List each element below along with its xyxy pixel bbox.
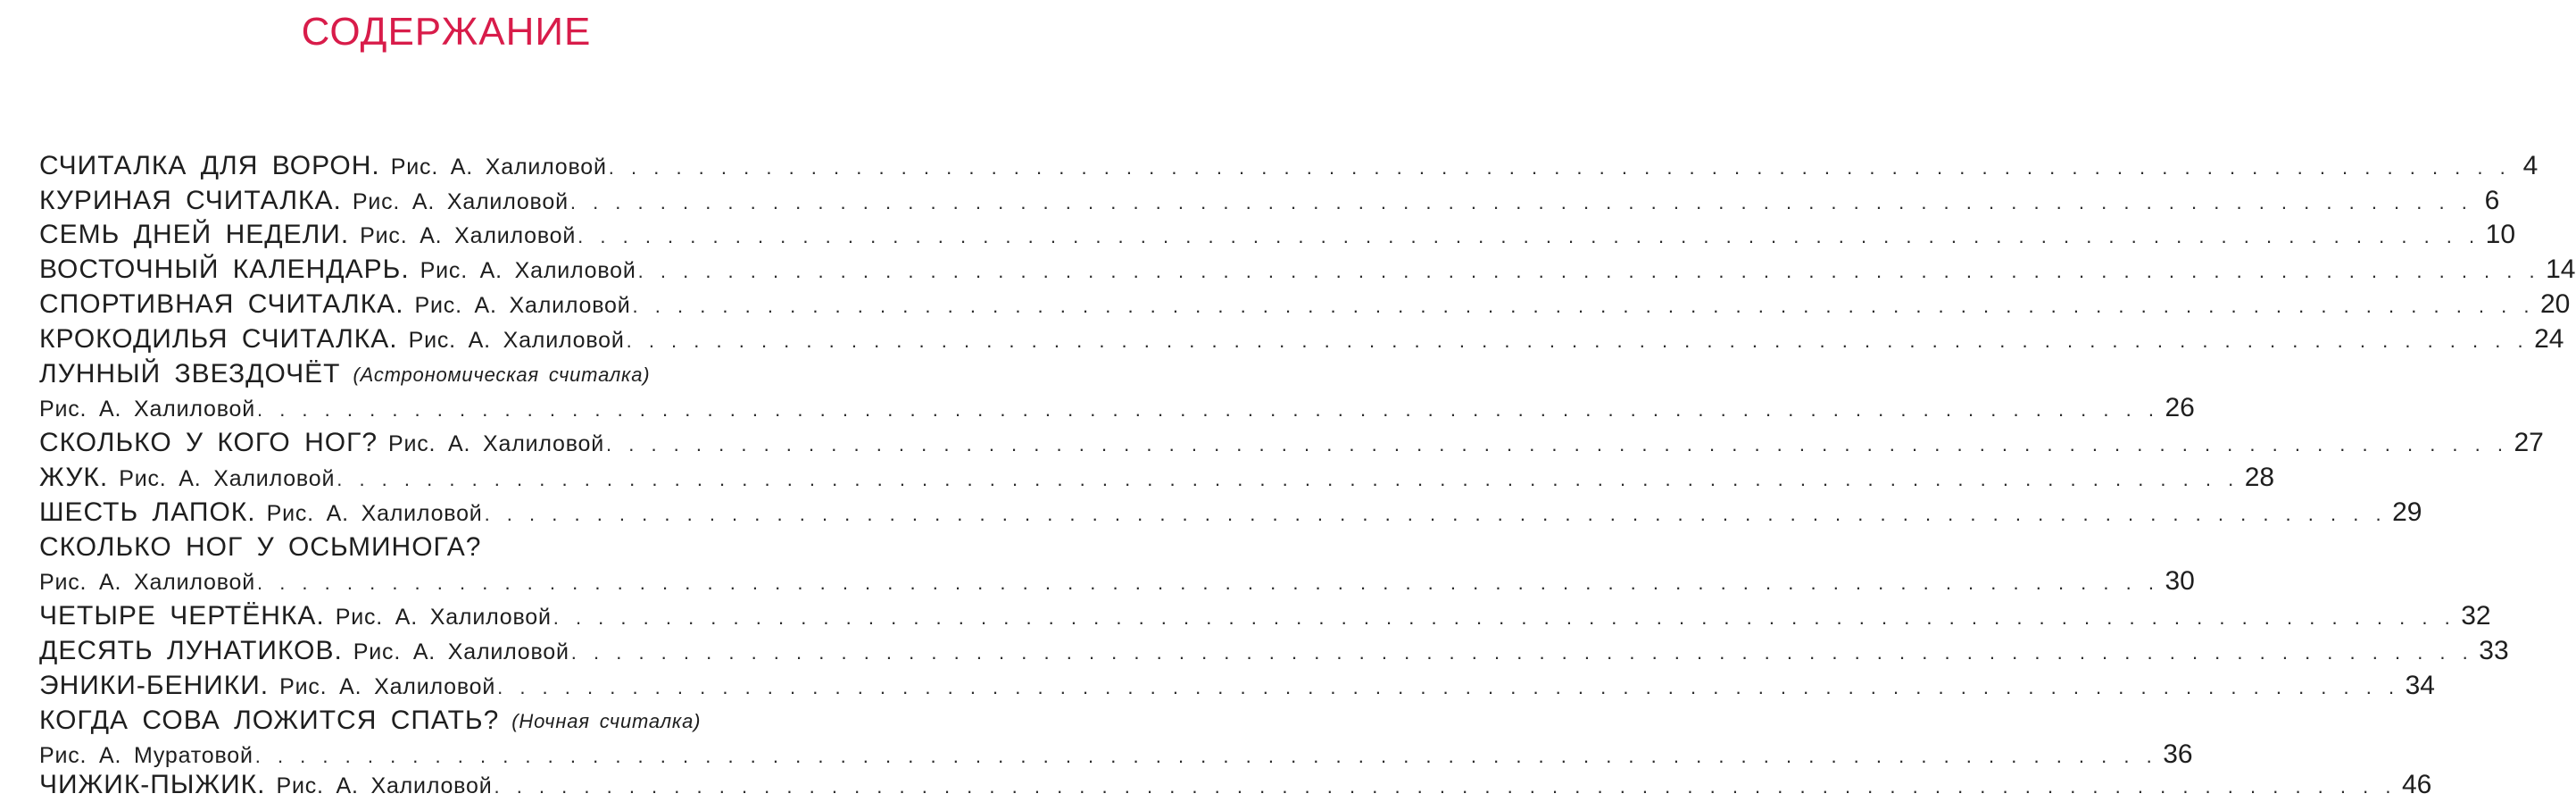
toc-entry[interactable] [39, 183, 2500, 218]
entry-credit: Рис. А. Халиловой [353, 639, 569, 664]
entry-title: КРОКОДИЛЬЯ СЧИТАЛКА. [39, 323, 398, 354]
entry-credit: Рис. А. Халиловой [388, 431, 604, 457]
page-number: 28 [2244, 462, 2275, 492]
page-number: 46 [2401, 770, 2432, 800]
entry-subtitle-note: (Ночная считалка) [511, 709, 702, 732]
toc-entry[interactable] [39, 322, 2564, 356]
entry-credit: Рис. А. Халиловой [276, 773, 493, 799]
dot-leader: . . . . . . . . . . . . . . . . . . . . . . . . . . . . . . . . . . . . . . . . . . . . . . . . . . . . . . . . . . . . . . . . . . . . . . . . . . . . . . . . . . . . . [497, 675, 2400, 698]
toc-entry-credit-line[interactable] [39, 738, 2193, 773]
entry-title: СЧИТАЛКА ДЛЯ ВОРОН. [39, 150, 380, 180]
dot-leader: . . . . . . . . . . . . . . . . . . . . . . . . . . . . . . . . . . . . . . . . . . . . . . . . . . . . . . . . . . . . . . . . . . . . . . . . . . . . . . . . . . . . . [578, 225, 2480, 248]
entry-title: СЕМЬ ДНЕЙ НЕДЕЛИ. [39, 220, 350, 250]
entry-credit: Рис. А. Халиловой [119, 465, 336, 491]
page-number: 36 [2163, 739, 2193, 770]
toc-entry[interactable] [39, 598, 2491, 633]
dot-leader: . . . . . . . . . . . . . . . . . . . . . . . . . . . . . . . . . . . . . . . . . . . . . . . . . . . . . . . . . . . . . . . . . . . . . . . . . . . . . . . . . . . . . [570, 640, 2474, 664]
dot-leader: . . . . . . . . . . . . . . . . . . . . . . . . . . . . . . . . . . . . . . . . . . . . . . . . . . . . . . . . . . . . . . . . . . . . . . . . . . . . . . . . . . . . . [608, 155, 2512, 179]
page-number: 20 [2540, 288, 2571, 319]
dot-leader: . . . . . . . . . . . . . . . . . . . . . . . . . . . . . . . . . . . . . . . . . . . . . . . . . . . . . . . . . . . . . . . . . . . . . . . . . . . . . . . . . . . . . [484, 502, 2388, 525]
entry-credit: Рис. А. Халиловой [360, 223, 577, 249]
page-number: 29 [2392, 497, 2422, 527]
page-number: 32 [2461, 601, 2491, 631]
entry-credit: Рис. А. Муратовой [39, 743, 253, 769]
page-number: 30 [2165, 566, 2195, 597]
page-number: 4 [2522, 150, 2539, 180]
dot-leader: . . . . . . . . . . . . . . . . . . . . . . . . . . . . . . . . . . . . . . . . . . . . . . . . . . . . . . . . . . . . . . . . . . . . . . . . . . . . . . . . . . . . . [553, 606, 2456, 630]
dot-leader: . . . . . . . . . . . . . . . . . . . . . . . . . . . . . . . . . . . . . . . . . . . . . . . . . . . . . . . . . . . . . . . . . . . . . . . . . . . . . . . . . . . . . [254, 745, 2158, 768]
dot-leader: . . . . . . . . . . . . . . . . . . . . . . . . . . . . . . . . . . . . . . . . . . . . . . . . . . . . . . . . . . . . . . . . . . . . . . . . . . . . . . . . . . . . . [626, 329, 2530, 352]
entry-credit: Рис. А. Халиловой [279, 673, 496, 699]
entry-subtitle-note: (Астрономическая считалка) [353, 363, 651, 386]
toc-entry-title-line[interactable] [39, 703, 875, 738]
entry-title: ЛУННЫЙ ЗВЕЗДОЧЁТ [39, 358, 341, 388]
entry-credit: Рис. А. Халиловой [420, 258, 636, 284]
entry-title: ЭНИКИ-БЕНИКИ. [39, 670, 270, 700]
dot-leader: . . . . . . . . . . . . . . . . . . . . . . . . . . . . . . . . . . . . . . . . . . . . . . . . . . . . . . . . . . . . . . . . . . . . . . . . . . . . . . . . . . . . . [606, 433, 2509, 456]
toc-entry[interactable] [39, 668, 2435, 703]
page-number: 27 [2514, 428, 2544, 458]
toc-entry-title-line[interactable] [39, 530, 875, 564]
entry-title: КУРИНАЯ СЧИТАЛКА. [39, 185, 342, 215]
dot-leader: . . . . . . . . . . . . . . . . . . . . . . . . . . . . . . . . . . . . . . . . . . . . . . . . . . . . . . . . . . . . . . . . . . . . . . . . . . . . . . . . . . . . . [637, 260, 2541, 283]
entry-credit: Рис. А. Халиловой [335, 605, 552, 631]
dot-leader: . . . . . . . . . . . . . . . . . . . . . . . . . . . . . . . . . . . . . . . . . . . . . . . . . . . . . . . . . . . . . . . . . . . . . . . . . . . . . . . . . . . . . [494, 775, 2397, 798]
entry-title: СКОЛЬКО У КОГО НОГ? [39, 428, 378, 458]
toc-entry[interactable] [39, 287, 2571, 322]
toc-entry[interactable] [39, 148, 2539, 183]
entry-title: ДЕСЯТЬ ЛУНАТИКОВ. [39, 635, 343, 665]
toc-entry[interactable] [39, 495, 2422, 530]
toc-entry[interactable] [39, 460, 2275, 495]
dot-leader: . . . . . . . . . . . . . . . . . . . . . . . . . . . . . . . . . . . . . . . . . . . . . . . . . . . . . . . . . . . . . . . . . . . . . . . . . . . . . . . . . . . . . [256, 398, 2160, 422]
entry-title: КОГДА СОВА ЛОЖИТСЯ СПАТЬ? [39, 705, 500, 735]
page-number: 24 [2534, 323, 2564, 354]
entry-credit: Рис. А. Халиловой [39, 397, 255, 422]
toc-entry[interactable] [39, 218, 2516, 253]
entry-credit: Рис. А. Халиловой [39, 570, 255, 596]
page-number: 26 [2165, 393, 2195, 423]
page-number: 14 [2546, 255, 2576, 285]
page-number: 10 [2485, 220, 2516, 250]
toc-entry[interactable] [39, 425, 2544, 460]
toc-entry[interactable] [39, 633, 2509, 668]
entry-title: ШЕСТЬ ЛАПОК. [39, 497, 256, 527]
entry-credit: Рис. А. Халиловой [414, 292, 631, 318]
entry-title: ЧЕТЫРЕ ЧЕРТЁНКА. [39, 601, 325, 631]
entry-credit: Рис. А. Халиловой [408, 327, 625, 353]
dot-leader: . . . . . . . . . . . . . . . . . . . . . . . . . . . . . . . . . . . . . . . . . . . . . . . . . . . . . . . . . . . . . . . . . . . . . . . . . . . . . . . . . . . . . [337, 467, 2239, 490]
toc-entry-credit-line[interactable] [39, 564, 2195, 599]
entry-title: СПОРТИВНАЯ СЧИТАЛКА. [39, 288, 404, 319]
toc-entry[interactable] [39, 252, 2576, 287]
entry-credit: Рис. А. Халиловой [352, 188, 569, 214]
table-of-contents [39, 148, 2576, 802]
entry-credit: Рис. А. Халиловой [390, 154, 607, 180]
toc-entry[interactable] [39, 770, 2432, 802]
page-number: 33 [2479, 635, 2509, 665]
entry-title: ВОСТОЧНЫЙ КАЛЕНДАРЬ. [39, 255, 410, 285]
dot-leader: . . . . . . . . . . . . . . . . . . . . . . . . . . . . . . . . . . . . . . . . . . . . . . . . . . . . . . . . . . . . . . . . . . . . . . . . . . . . . . . . . . . . . [632, 294, 2535, 317]
page-title: СОДЕРЖАНИЕ [301, 10, 592, 54]
entry-title: ЧИЖИК-ПЫЖИК. [39, 770, 266, 800]
dot-leader: . . . . . . . . . . . . . . . . . . . . . . . . . . . . . . . . . . . . . . . . . . . . . . . . . . . . . . . . . . . . . . . . . . . . . . . . . . . . . . . . . . . . . [256, 572, 2160, 595]
entry-title: ЖУК. [39, 462, 109, 492]
toc-entry-title-line[interactable] [39, 356, 875, 391]
page-number: 6 [2484, 185, 2500, 215]
toc-entry-credit-line[interactable] [39, 391, 2195, 426]
dot-leader: . . . . . . . . . . . . . . . . . . . . . . . . . . . . . . . . . . . . . . . . . . . . . . . . . . . . . . . . . . . . . . . . . . . . . . . . . . . . . . . . . . . . . [569, 190, 2473, 213]
entry-title: СКОЛЬКО НОГ У ОСЬМИНОГА? [39, 531, 482, 562]
entry-credit: Рис. А. Халиловой [266, 500, 483, 526]
page-number: 34 [2405, 670, 2435, 700]
